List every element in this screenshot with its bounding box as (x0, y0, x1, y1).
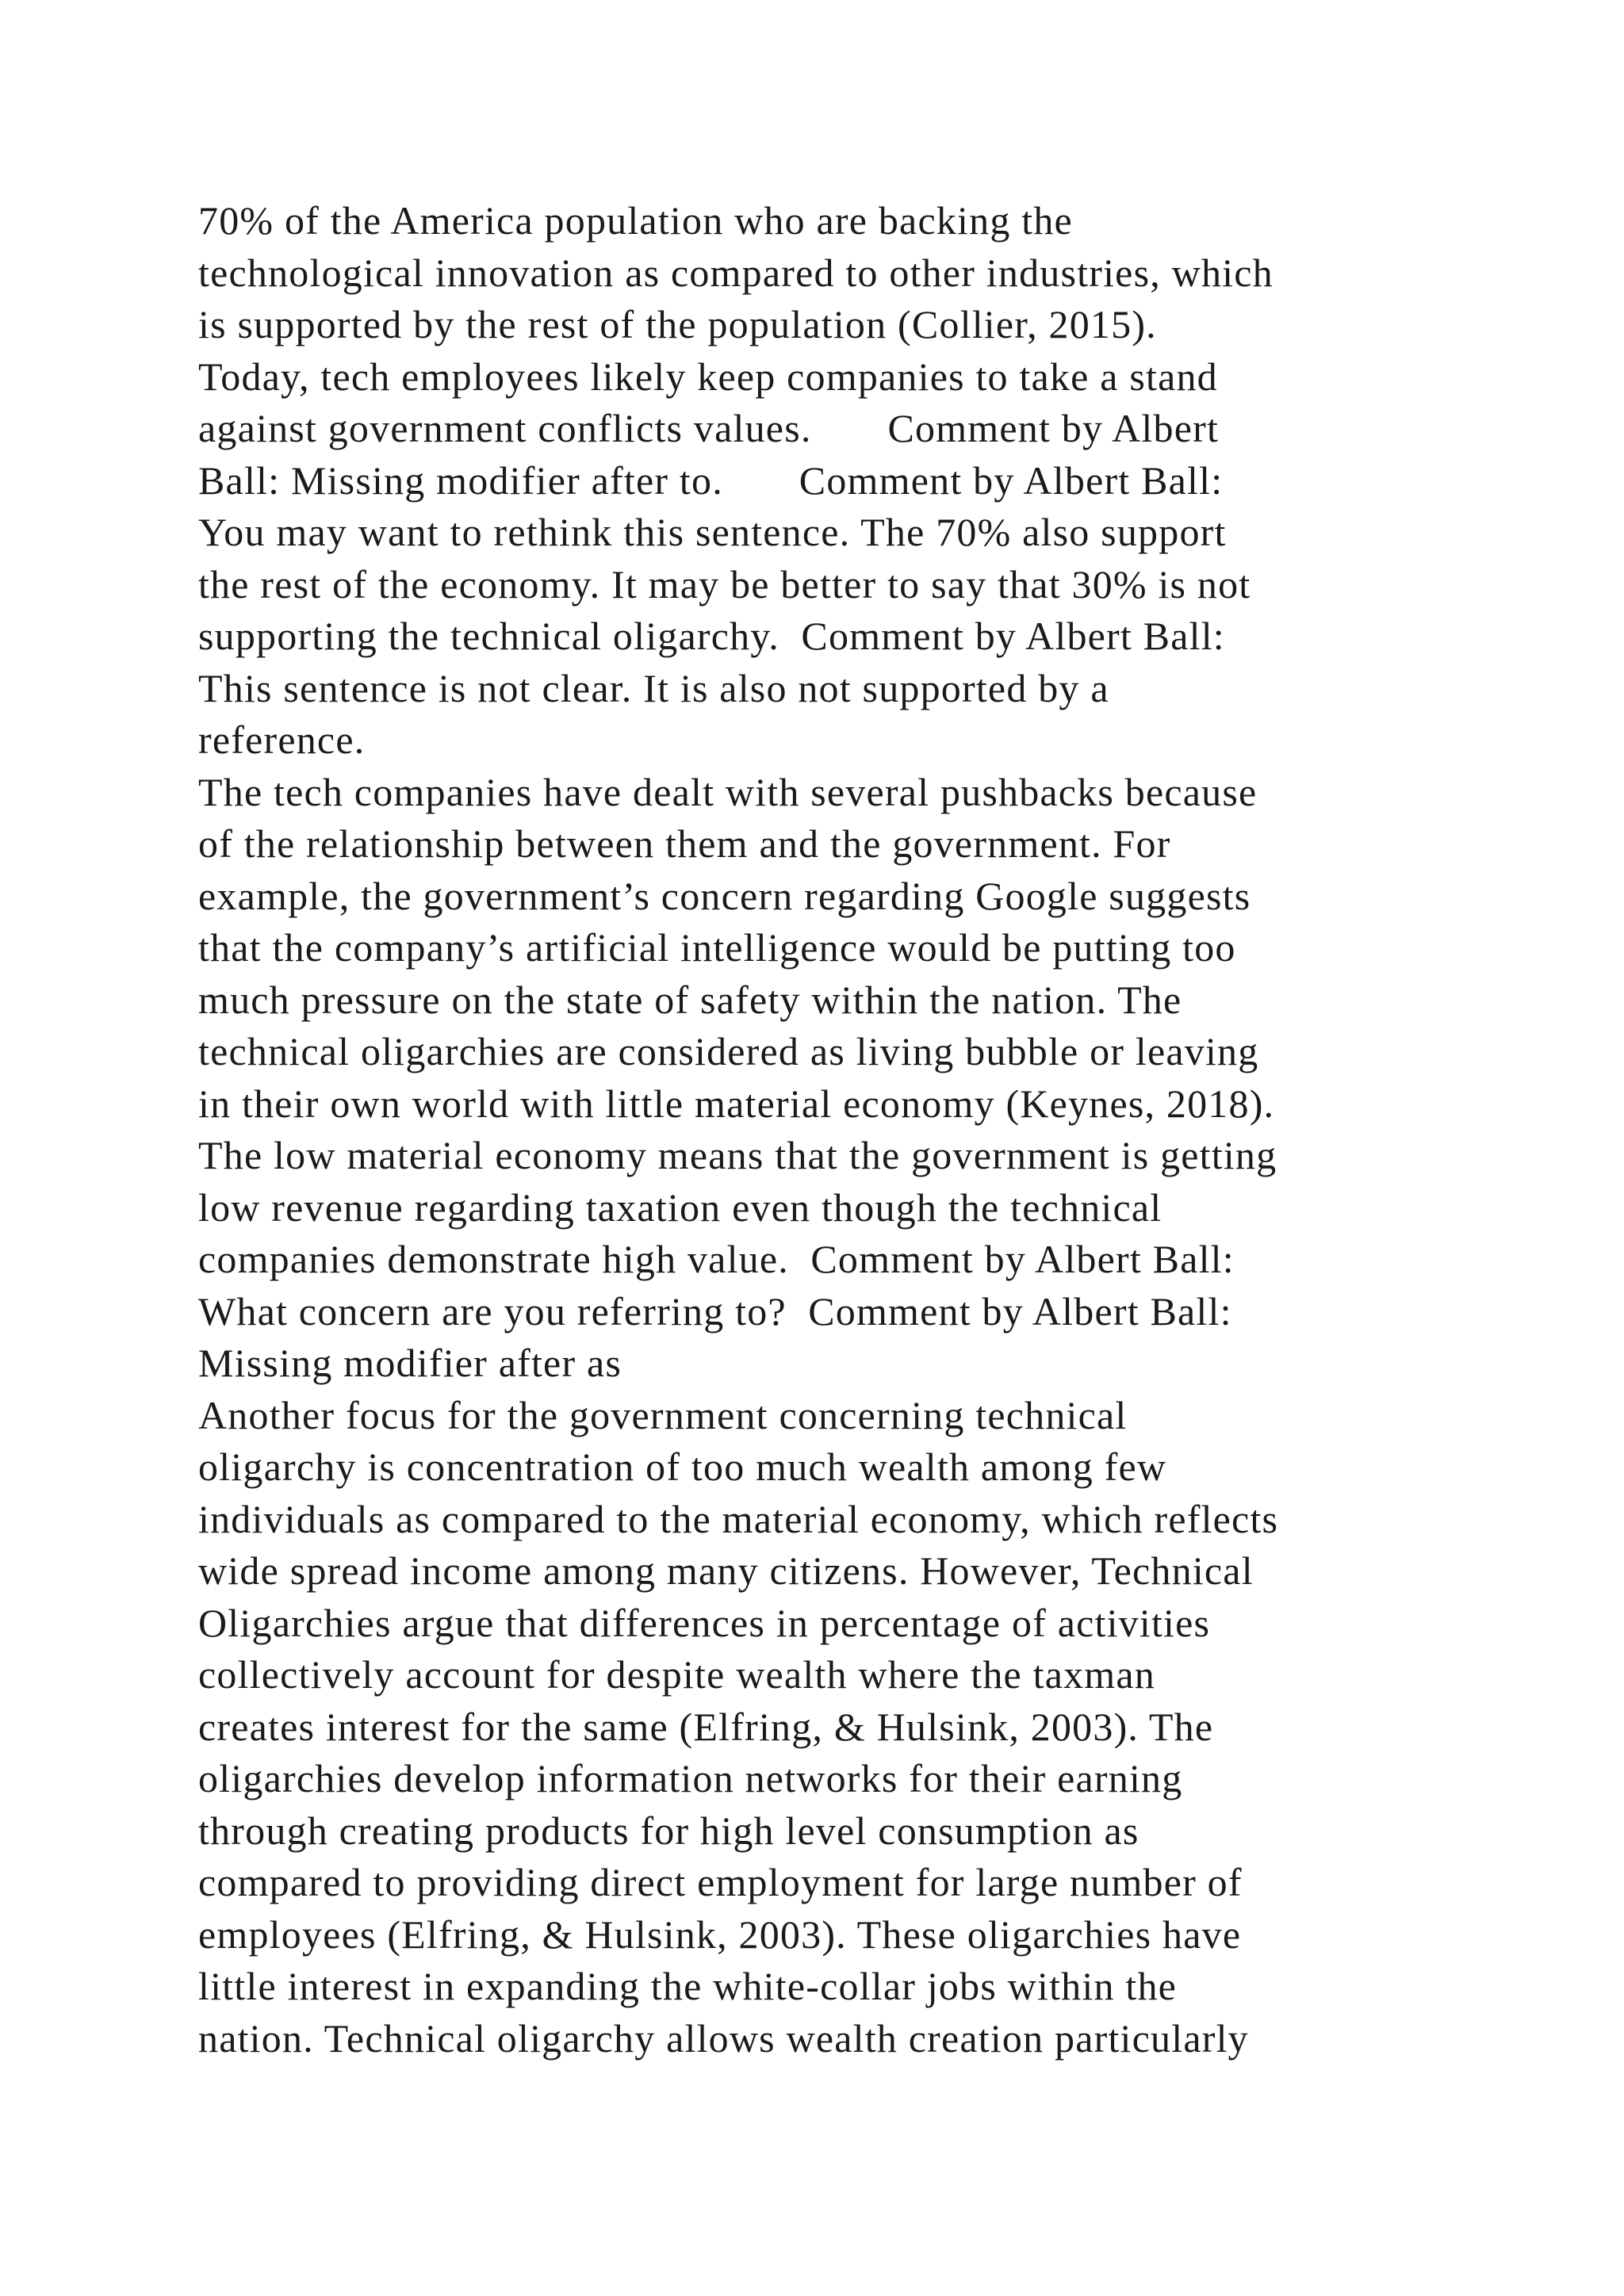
text-line: compared to providing direct employment for large number of (198, 1860, 1243, 1904)
text-line: You may want to rethink this sentence. The 70% also support (198, 510, 1227, 554)
text-line: employees (Elfring, & Hulsink, 2003). These oligarchies have (198, 1911, 1242, 1957)
text-line: that the company’s artificial intelligence would be putting too (198, 925, 1236, 970)
text-line: oligarchies develop information networks for their earning (198, 1756, 1183, 1800)
text-line: of the relationship between them and the government. For (198, 821, 1171, 866)
text-line: What concern are you referring to? Comment by Albert Ball: (198, 1288, 1232, 1334)
text-line: This sentence is not clear. It is also not supported by a (198, 665, 1109, 710)
text-line: companies demonstrate high value. Comment by Albert Ball: (198, 1237, 1235, 1281)
text-line: individuals as compared to the material economy, which reflects (198, 1496, 1279, 1541)
text-line: Ball: Missing modifier after to. Comment by Albert Ball: (198, 457, 1224, 503)
text-line: through creating products for high level consumption as (198, 1808, 1139, 1853)
document-body (198, 195, 1507, 2064)
text-line: oligarchy is concentration of too much wealth among few (198, 1445, 1167, 1489)
text-line: creates interest for the same (Elfring, & Hulsink, 2003). The (198, 1704, 1214, 1749)
text-line: collectively account for despite wealth where the taxman (198, 1652, 1155, 1697)
text-line: Oligarchies argue that differences in percentage of activities (198, 1600, 1211, 1645)
text-line: supporting the technical oligarchy. Comment by Albert Ball: (198, 614, 1225, 658)
text-line: Today, tech employees likely keep companies to take a stand (198, 354, 1218, 399)
text-line: nation. Technical oligarchy allows wealth creation particularly (198, 2015, 1249, 2061)
text-line: Another focus for the government concerning technical (198, 1392, 1128, 1437)
text-line: little interest in expanding the white-collar jobs within the (198, 1964, 1178, 2008)
text-line: reference. (198, 718, 366, 762)
text-line: The low material economy means that the government is getting (198, 1133, 1277, 1177)
text-line: The tech companies have dealt with several pushbacks because (198, 769, 1258, 814)
text-line: against government conflicts values. Comment by Albert (198, 406, 1220, 450)
text-line: is supported by the rest of the population (Collier, 2015). (198, 302, 1157, 346)
text-line: the rest of the economy. It may be better to say that 30% is not (198, 561, 1251, 607)
text-line: example, the government’s concern regarding Google suggests (198, 873, 1251, 918)
text-line: 70% of the America population who are backing the (198, 198, 1073, 243)
text-line: technological innovation as compared to other industries, which (198, 250, 1274, 295)
text-line: low revenue regarding taxation even though the technical (198, 1184, 1162, 1230)
text-line: Missing modifier after as (198, 1341, 622, 1385)
text-line: in their own world with little material economy (Keynes, 2018). (198, 1081, 1275, 1126)
text-line: technical oligarchies are considered as living bubble or leaving (198, 1029, 1259, 1073)
text-line: wide spread income among many citizens. However, Technical (198, 1548, 1254, 1593)
text-line: much pressure on the state of safety within the nation. The (198, 977, 1182, 1022)
